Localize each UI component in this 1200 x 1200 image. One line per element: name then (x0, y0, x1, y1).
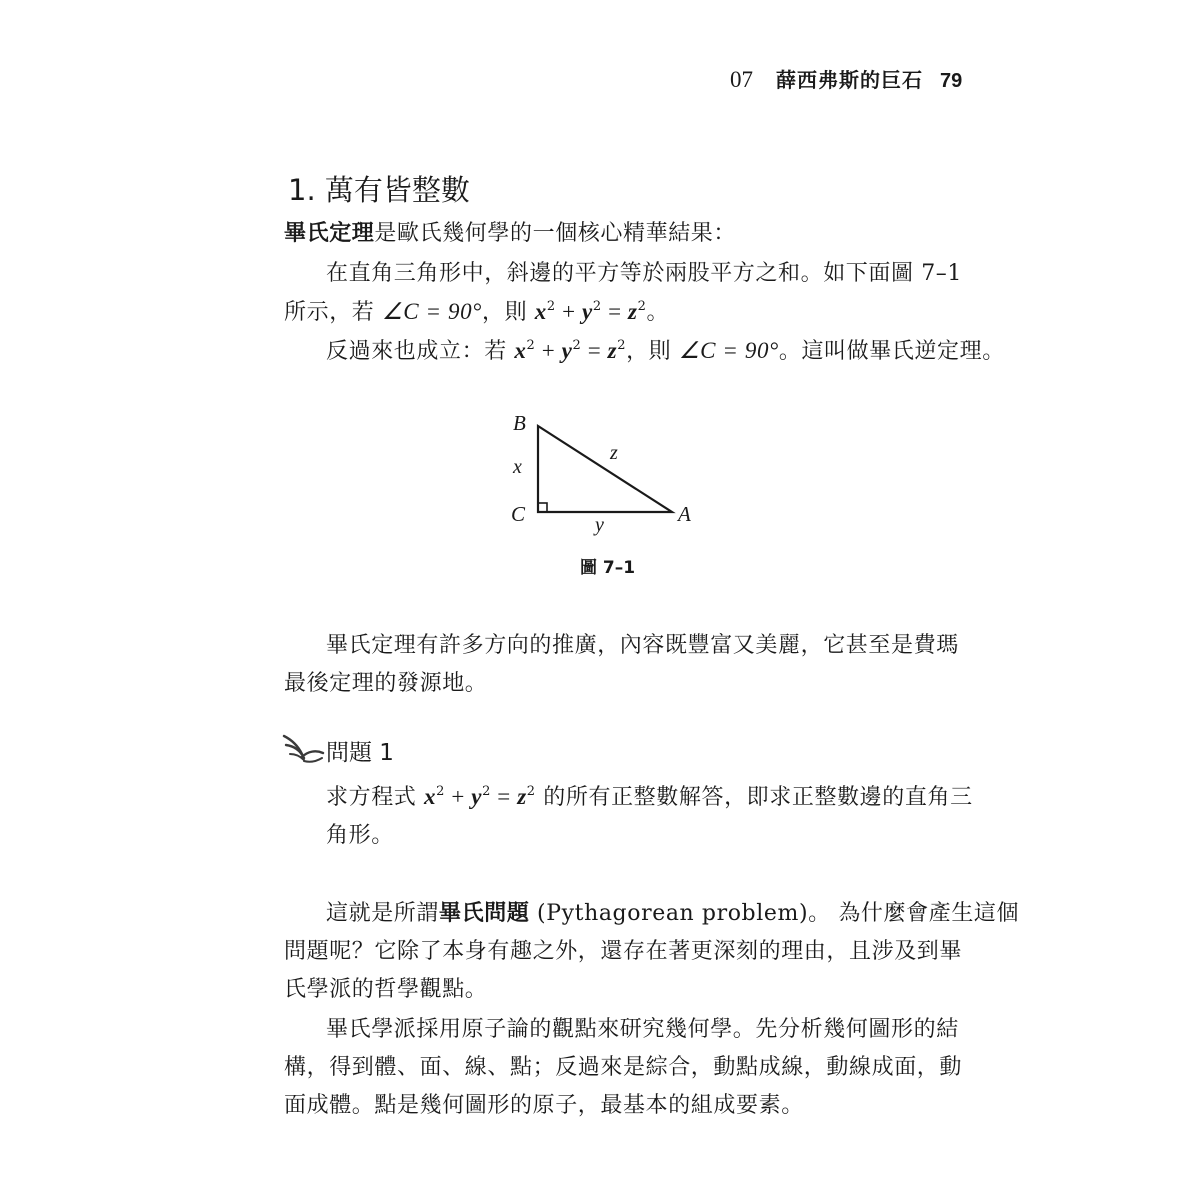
triangle (538, 426, 672, 512)
eq-equals: = (601, 299, 629, 324)
pythagorean-problem-line-2: 問題呢？它除了本身有趣之外，還存在著更深刻的理由，且涉及到畢 (284, 939, 963, 964)
pp-prefix: 這就是所謂 (326, 901, 440, 926)
eq-equals: = (490, 784, 518, 809)
converse-mid: ，則 (626, 339, 679, 364)
vertex-label-b: B (513, 411, 526, 435)
side-label-z: z (610, 442, 618, 464)
eq-x: x (424, 784, 437, 809)
atomism-line-3: 面成體。點是幾何圖形的原子，最基本的組成要素。 (284, 1093, 804, 1118)
problem-prefix: 求方程式 (326, 785, 424, 810)
pythagorean-equation (535, 300, 647, 325)
converse-prefix: 反過來也成立：若 (326, 339, 515, 364)
eq-exp: 2 (546, 299, 556, 314)
intro-line (284, 216, 736, 247)
problem-line-2: 角形。 (326, 823, 394, 848)
statement-line-2 (284, 295, 669, 326)
pp-suffix: (Pythagorean problem)。 為什麼會產生這個 (529, 901, 1020, 926)
pythagorean-problem-line-1 (326, 896, 1019, 927)
vertex-label-a: A (678, 502, 691, 526)
atomism-line-1: 畢氏學派採用原子論的觀點來研究幾何學。先分析幾何圖形的結 (326, 1017, 959, 1042)
eq-plus: + (535, 338, 562, 363)
pythagorean-problem-line-3: 氏學派的哲學觀點。 (284, 977, 488, 1002)
eq-x: x (514, 338, 527, 363)
eq-exp: 2 (637, 299, 647, 314)
statement-prefix: 所示，若 (284, 300, 382, 325)
eq-z: z (607, 338, 618, 363)
eq-y: y (471, 784, 483, 809)
right-triangle-figure (500, 405, 710, 545)
generalization-line-2: 最後定理的發源地。 (284, 671, 488, 696)
eq-plus: + (444, 784, 472, 809)
eq-y: y (582, 299, 593, 324)
converse-suffix: 。這叫做畢氏逆定理。 (778, 339, 1005, 364)
generalization-line-1: 畢氏定理有許多方向的推廣，內容既豐富又美麗，它甚至是費瑪 (326, 633, 959, 658)
page-number: 79 (940, 70, 963, 92)
eq-y: y (561, 338, 573, 363)
chapter-title: 薛西弗斯的巨石 (776, 68, 923, 92)
theorem-term: 畢氏定理 (284, 220, 375, 246)
eq-x: x (534, 299, 547, 324)
angle-condition: ∠C = 90° (382, 299, 482, 324)
statement-line-1: 在直角三角形中，斜邊的平方等於兩股平方之和。如下面圖 7–1 (326, 261, 962, 286)
atomism-line-2: 構，得到體、面、線、點；反過來是綜合，動點成線，動線成面，動 (284, 1055, 963, 1080)
intro-text: 是歐氏幾何學的一個核心精華結果： (374, 221, 737, 246)
running-header (730, 64, 962, 96)
pythagorean-problem-term: 畢氏問題 (439, 900, 530, 926)
eq-exp: 2 (482, 784, 491, 799)
swallow-icon (282, 732, 326, 766)
statement-mid: ，則 (481, 300, 535, 325)
pythagorean-equation (514, 339, 626, 364)
problem-line-1 (326, 780, 973, 811)
statement-suffix: 。 (646, 300, 670, 325)
eq-z: z (517, 784, 527, 809)
right-angle-mark (538, 503, 547, 512)
eq-plus: + (555, 299, 583, 324)
eq-exp: 2 (436, 784, 445, 799)
eq-exp: 2 (592, 299, 602, 314)
problem-suffix: 的所有正整數解答，即求正整數邊的直角三 (535, 785, 973, 810)
section-heading: 1. 萬有皆整數 (288, 173, 470, 207)
problem-title: 問題 1 (326, 740, 394, 766)
eq-equals: = (581, 338, 608, 363)
side-label-y: y (595, 514, 604, 536)
vertex-label-c: C (511, 502, 526, 526)
side-label-x: x (513, 456, 522, 478)
eq-exp: 2 (526, 338, 536, 353)
angle-condition: ∠C = 90° (678, 338, 779, 363)
eq-exp: 2 (617, 338, 627, 353)
pythagorean-equation (424, 785, 536, 810)
eq-exp: 2 (526, 784, 536, 799)
eq-z: z (628, 299, 638, 324)
eq-exp: 2 (572, 338, 582, 353)
figure-caption: 圖 7–1 (580, 558, 636, 578)
converse-line (326, 334, 1005, 365)
chapter-number: 07 (730, 67, 753, 92)
